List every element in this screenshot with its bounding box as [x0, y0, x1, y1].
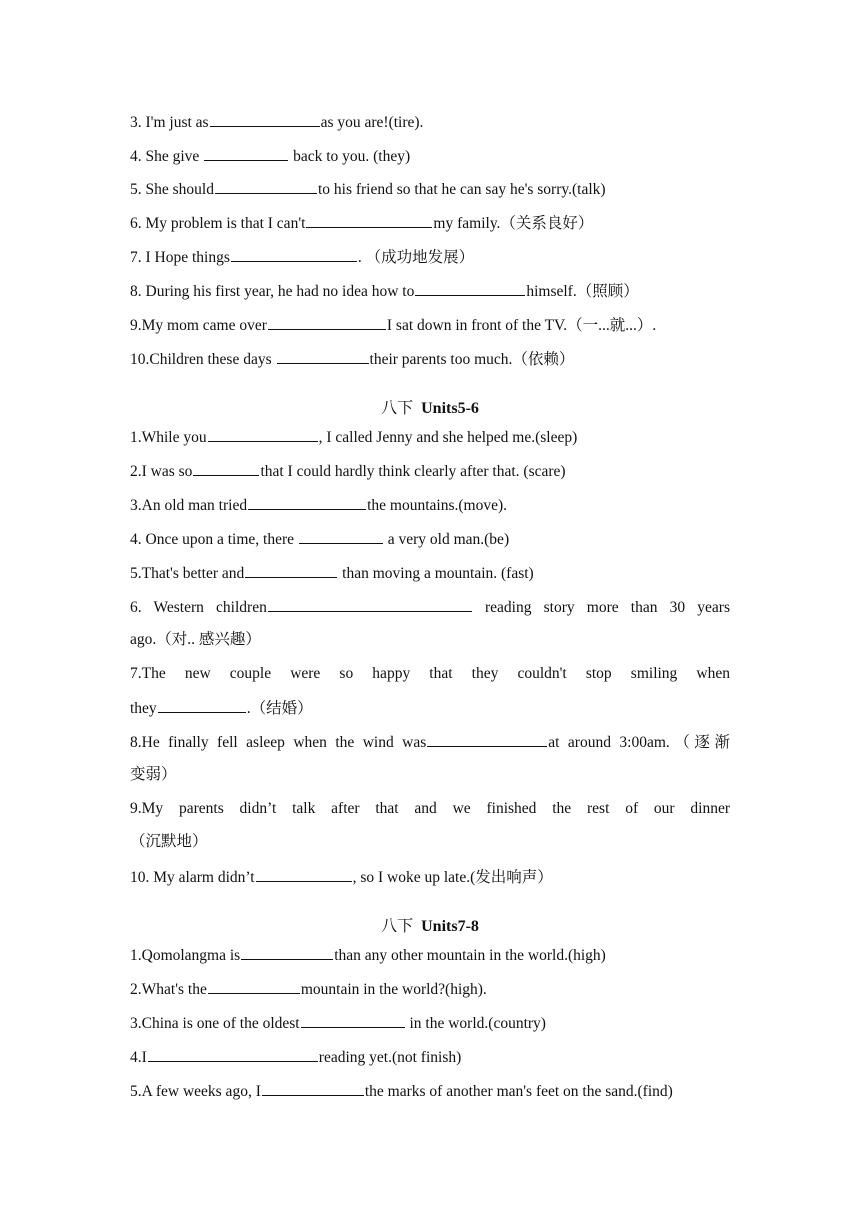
heading-cn: 八下	[381, 400, 414, 417]
answer-blank[interactable]	[158, 697, 246, 713]
exercise-item-continued	[130, 697, 730, 720]
exercise-item	[130, 798, 730, 820]
exercise-item	[130, 1046, 730, 1069]
item-text: the marks of another man's feet on the sand.(find)	[364, 1083, 673, 1100]
answer-blank[interactable]	[256, 866, 352, 882]
item-text: 10.Children these days	[130, 351, 276, 368]
exercise-item-continued	[130, 629, 730, 651]
item-text: as you are!(tire).	[320, 114, 424, 131]
item-text: 5.That's better and	[130, 565, 245, 582]
exercise-item	[130, 1080, 730, 1103]
item-text: reading story more than 30 years	[472, 599, 730, 616]
exercise-item	[130, 494, 730, 517]
item-text: 3. I'm just as	[130, 114, 209, 131]
item-text: 8. During his first year, he had no idea how to	[130, 283, 415, 300]
item-text: . （成功地发展）	[357, 249, 475, 266]
item-text: 3.An old man tried	[130, 497, 248, 514]
answer-blank[interactable]	[210, 111, 320, 127]
item-text: 10. My alarm didn’t	[130, 869, 255, 886]
answer-blank[interactable]	[299, 528, 383, 544]
exercise-item	[130, 731, 730, 754]
item-text: 4. Once upon a time, there	[130, 531, 298, 548]
item-text: 5. She should	[130, 181, 214, 198]
item-text: 4. She give	[130, 148, 204, 165]
item-text: .（结婚）	[246, 700, 313, 717]
item-text: than any other mountain in the world.(high)	[334, 947, 606, 964]
item-text: , so I woke up late.(发出响声）	[352, 869, 553, 886]
exercise-item	[130, 562, 730, 585]
exercise-item	[130, 178, 730, 201]
item-text: 5.A few weeks ago, I	[130, 1083, 261, 1100]
item-text: that I could hardly think clearly after that. (scare)	[260, 463, 566, 480]
item-text: than moving a mountain. (fast)	[338, 565, 534, 582]
exercise-item-continued	[130, 764, 730, 786]
exercise-item	[130, 944, 730, 967]
exercise-item	[130, 348, 730, 371]
item-text: 9.My parents didn’t talk after that and we finished the rest of our dinner	[130, 800, 730, 817]
answer-blank[interactable]	[262, 1080, 364, 1096]
section-heading	[0, 916, 860, 938]
exercise-item	[130, 460, 730, 483]
item-text: 2.I was so	[130, 463, 193, 480]
exercise-item	[130, 426, 730, 449]
item-text: 4.I	[130, 1049, 147, 1066]
item-text: they	[130, 700, 157, 717]
item-text: their parents too much.（依赖）	[369, 351, 575, 368]
answer-blank[interactable]	[245, 562, 337, 578]
answer-blank[interactable]	[208, 978, 300, 994]
exercise-item	[130, 145, 730, 168]
item-text: to his friend so that he can say he's sorry.(talk)	[317, 181, 606, 198]
item-text: 变弱）	[130, 766, 177, 783]
exercise-item	[130, 246, 730, 269]
section-heading	[0, 398, 860, 420]
item-text: 1.Qomolangma is	[130, 947, 241, 964]
item-text: I sat down in front of the TV.（一...就...）.	[386, 317, 657, 334]
exercise-item	[130, 111, 730, 134]
answer-blank[interactable]	[231, 246, 357, 262]
item-text: my family.（关系良好）	[433, 215, 594, 232]
exercise-item	[130, 596, 730, 619]
exercise-item	[130, 1012, 730, 1035]
answer-blank[interactable]	[306, 212, 432, 228]
item-text: in the world.(country)	[405, 1015, 546, 1032]
heading-units: Units7-8	[421, 918, 479, 935]
item-text: 9.My mom came over	[130, 317, 267, 334]
answer-blank[interactable]	[248, 494, 366, 510]
item-text: himself.（照顾）	[526, 283, 639, 300]
answer-blank[interactable]	[277, 348, 369, 364]
answer-blank[interactable]	[415, 280, 525, 296]
answer-blank[interactable]	[215, 178, 317, 194]
item-text: 3.China is one of the oldest	[130, 1015, 300, 1032]
item-text: 7. I Hope things	[130, 249, 230, 266]
item-text: 7.The new couple were so happy that they couldn't stop smiling when	[130, 665, 730, 682]
item-text: （沉默地）	[130, 833, 208, 850]
item-text: at around 3:00am.（逐渐	[548, 734, 730, 751]
item-text: 6. Western children	[130, 599, 267, 616]
item-text: mountain in the world?(high).	[300, 981, 487, 998]
exercise-item	[130, 314, 730, 337]
answer-blank[interactable]	[268, 596, 472, 612]
item-text: a very old man.(be)	[383, 531, 510, 548]
item-text: 1.While you	[130, 429, 207, 446]
exercise-item	[130, 280, 730, 303]
answer-blank[interactable]	[241, 944, 333, 960]
exercise-item	[130, 866, 730, 889]
answer-blank[interactable]	[193, 460, 259, 476]
item-text: 6. My problem is that I can't	[130, 215, 306, 232]
exercise-item	[130, 528, 730, 551]
item-text: 8.He finally fell asleep when the wind was	[130, 734, 427, 751]
exercise-item	[130, 978, 730, 1001]
exercise-item-continued	[130, 831, 730, 853]
heading-units: Units5-6	[421, 400, 479, 417]
answer-blank[interactable]	[204, 145, 288, 161]
answer-blank[interactable]	[427, 731, 547, 747]
answer-blank[interactable]	[148, 1046, 318, 1062]
item-text: 2.What's the	[130, 981, 207, 998]
item-text: reading yet.(not finish)	[318, 1049, 462, 1066]
item-text: back to you. (they)	[289, 148, 411, 165]
answer-blank[interactable]	[268, 314, 386, 330]
answer-blank[interactable]	[301, 1012, 405, 1028]
exercise-item	[130, 212, 730, 235]
exercise-item	[130, 663, 730, 685]
heading-cn: 八下	[381, 918, 414, 935]
item-text: the mountains.(move).	[367, 497, 507, 514]
answer-blank[interactable]	[208, 426, 318, 442]
item-text: ago.（对.. 感兴趣）	[130, 631, 261, 648]
item-text: , I called Jenny and she helped me.(sleep)	[318, 429, 578, 446]
